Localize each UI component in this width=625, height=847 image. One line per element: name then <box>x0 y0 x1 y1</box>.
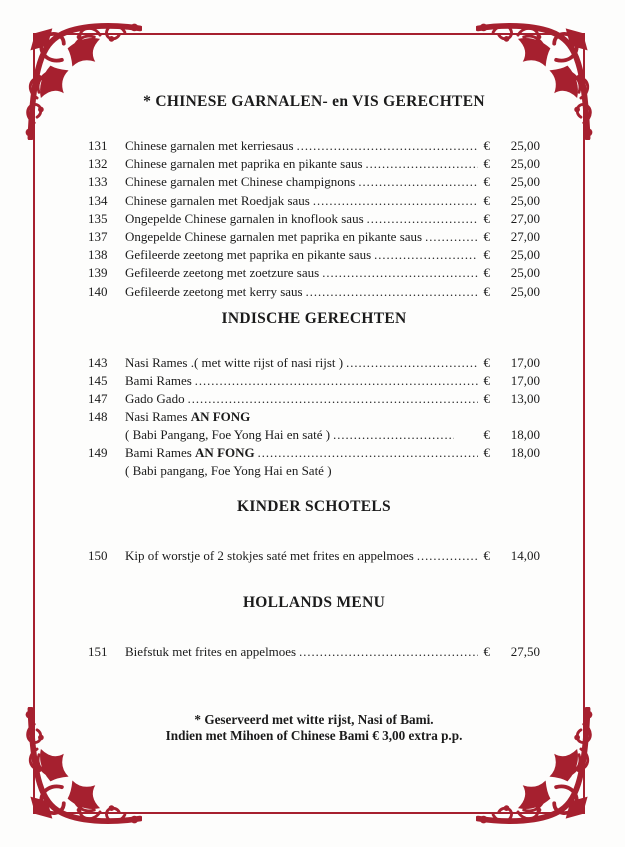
item-price: 25,00 <box>510 265 540 281</box>
item-number: 148 <box>88 409 108 425</box>
dots-leader <box>306 283 478 301</box>
menu-item <box>88 408 540 425</box>
item-price: 27,00 <box>510 210 540 226</box>
item-number: 149 <box>88 444 108 460</box>
dots-leader <box>333 426 453 444</box>
euro-sign: € <box>483 644 490 660</box>
dots-leader <box>374 246 477 264</box>
item-price: 25,00 <box>510 192 540 208</box>
item-name: Chinese garnalen met Roedjak saus <box>125 192 310 208</box>
menu-item <box>88 173 540 191</box>
dots-leader <box>358 173 477 191</box>
footer-note <box>88 712 540 745</box>
dots-leader <box>417 547 478 565</box>
euro-sign: € <box>483 174 490 190</box>
item-number: 133 <box>88 174 108 190</box>
item-name: ( Babi Pangang, Foe Yong Hai en saté ) <box>125 426 331 442</box>
item-number: 151 <box>88 644 108 660</box>
euro-sign: € <box>483 247 490 263</box>
item-name: Nasi Rames .( met witte rijst of nasi rijst ) <box>125 354 344 370</box>
item-price: 14,00 <box>510 548 540 564</box>
euro-sign: € <box>483 426 490 442</box>
section-title: * CHINESE GARNALEN- en VIS GERECHTEN <box>143 93 485 110</box>
item-name <box>125 408 253 425</box>
item-number: 147 <box>88 391 108 407</box>
dots-leader <box>346 354 477 372</box>
menu-item <box>88 192 540 210</box>
menu-item <box>88 264 540 282</box>
item-name: Gefileerde zeetong met paprika en pikante saus <box>125 247 372 263</box>
dots-leader <box>366 155 478 173</box>
euro-sign: € <box>483 210 490 226</box>
euro-sign: € <box>483 373 490 389</box>
dots-leader <box>297 137 478 155</box>
menu-item <box>88 155 540 173</box>
menu-item-subline <box>88 462 540 479</box>
menu-item <box>88 137 540 155</box>
menu-item <box>88 246 540 264</box>
dots-leader <box>313 192 478 210</box>
euro-sign: € <box>483 354 490 370</box>
dots-leader <box>188 390 478 408</box>
item-name-regular: Nasi Rames <box>125 409 191 425</box>
item-price: 25,00 <box>510 138 540 153</box>
item-price: 25,00 <box>510 174 540 190</box>
menu-item <box>88 643 540 661</box>
item-price: 27,00 <box>510 229 540 245</box>
euro-sign: € <box>483 138 490 153</box>
item-price: 17,00 <box>510 354 540 370</box>
item-price: 17,00 <box>510 373 540 389</box>
euro-sign: € <box>483 391 490 407</box>
item-price: 25,00 <box>510 247 540 263</box>
section-title: KINDER SCHOTELS <box>237 498 391 516</box>
menu-item <box>88 228 540 246</box>
item-number: 132 <box>88 156 108 172</box>
dots-leader <box>425 228 477 246</box>
item-name: Chinese garnalen met paprika en pikante saus <box>125 156 363 172</box>
item-number: 145 <box>88 373 108 389</box>
item-name-bold: AN FONG <box>190 409 251 425</box>
menu-item <box>88 210 540 228</box>
section-hollands-menu <box>88 593 540 661</box>
section-indische-gerechten <box>88 309 540 479</box>
menu-item <box>88 444 540 462</box>
item-price: 25,00 <box>510 283 540 299</box>
item-name: Gefileerde zeetong met zoetzure saus <box>125 265 320 281</box>
euro-sign: € <box>483 283 490 299</box>
item-number: 137 <box>88 229 108 245</box>
item-price: 27,50 <box>510 644 540 660</box>
item-name: Kip of worstje of 2 stokjes saté met frites en appelmoes <box>125 548 414 564</box>
section-kinder-schotels <box>88 497 540 565</box>
item-price: 18,00 <box>510 426 540 442</box>
dots-leader <box>322 264 477 282</box>
footer-note-line1: * Geserveerd met witte rijst, Nasi of Bami. <box>194 711 434 727</box>
item-name: Chinese garnalen met kerriesaus <box>125 138 294 153</box>
item-name: Biefstuk met frites en appelmoes <box>125 644 297 660</box>
item-name: Ongepelde Chinese garnalen met paprika en pikante saus <box>125 229 423 245</box>
menu-item <box>88 283 540 301</box>
section-chinese-garnalen-vis <box>88 92 540 301</box>
item-name: Ongepelde Chinese garnalen in knoflook saus <box>125 210 364 226</box>
footer-note-line2: Indien met Mihoen of Chinese Bami € 3,00 extra p.p. <box>165 728 463 744</box>
item-number: 135 <box>88 210 108 226</box>
item-number: 139 <box>88 265 108 281</box>
euro-sign: € <box>483 156 490 172</box>
item-number: 140 <box>88 283 108 299</box>
item-number: 134 <box>88 192 108 208</box>
item-price: 13,00 <box>510 391 540 407</box>
euro-sign: € <box>483 229 490 245</box>
item-price: 18,00 <box>510 444 540 460</box>
section-title: INDISCHE GERECHTEN <box>221 309 407 327</box>
item-price: 25,00 <box>510 156 540 172</box>
dots-leader <box>195 372 478 390</box>
euro-sign: € <box>483 444 490 460</box>
item-name: Chinese garnalen met Chinese champignons <box>125 174 356 190</box>
dots-leader <box>367 210 478 228</box>
item-name: ( Babi pangang, Foe Yong Hai en Saté ) <box>125 463 332 479</box>
item-number: 138 <box>88 247 108 263</box>
euro-sign: € <box>483 548 490 564</box>
menu-item <box>88 372 540 390</box>
item-name: Gado Gado <box>125 391 185 407</box>
euro-sign: € <box>483 265 490 281</box>
menu-item-subline <box>88 426 540 444</box>
menu-item <box>88 390 540 408</box>
menu-item <box>88 547 540 565</box>
dots-leader <box>299 643 477 661</box>
item-name-bold: AN FONG <box>195 444 255 460</box>
menu-item <box>88 354 540 372</box>
section-title: HOLLANDS MENU <box>242 594 386 612</box>
item-name: Bami Rames <box>125 373 192 389</box>
item-number: 150 <box>88 548 108 564</box>
item-number: 143 <box>88 354 108 370</box>
dots-leader <box>258 444 478 462</box>
item-name: Gefileerde zeetong met kerry saus <box>125 283 303 299</box>
euro-sign: € <box>483 192 490 208</box>
item-name <box>125 444 258 461</box>
item-name-regular: Bami Rames <box>125 444 196 460</box>
menu-content <box>88 92 540 745</box>
item-number: 131 <box>88 138 108 153</box>
